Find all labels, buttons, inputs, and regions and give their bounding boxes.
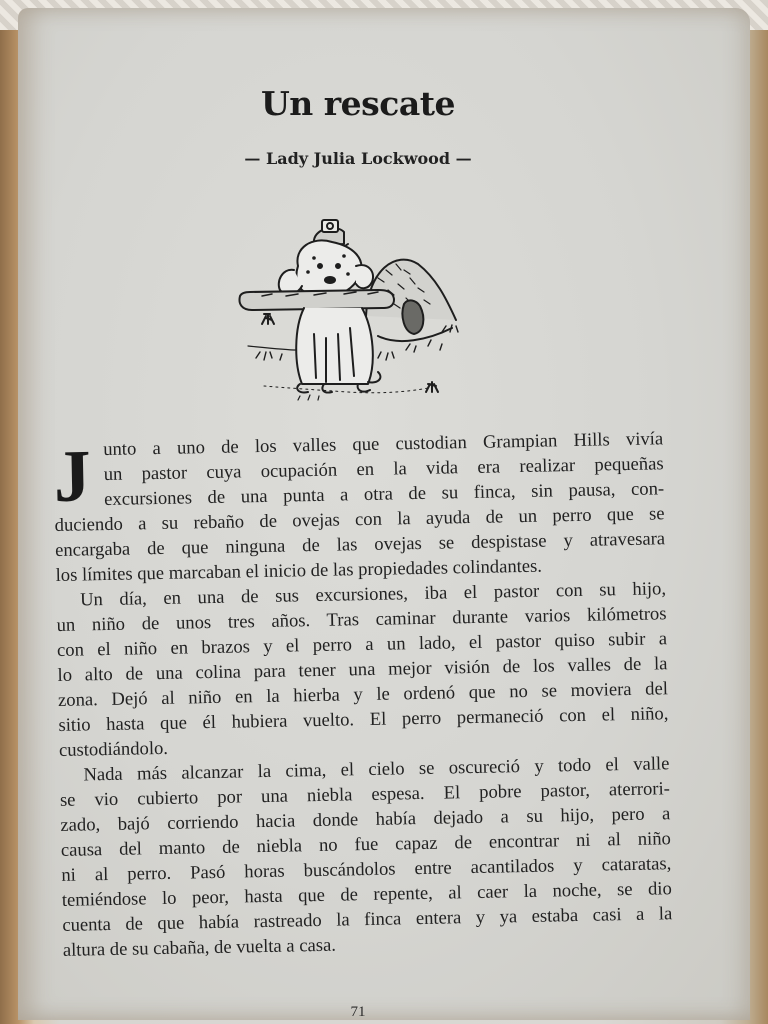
text-line: sitio hasta que él hubiera vuelto. El perro permaneció con el niño, <box>58 703 669 736</box>
text-line: excursiones de una punta a otra de su finca, sin pausa, con- <box>103 478 665 511</box>
text-line: un pastor cuya ocupación en la vida era realizar pequeñas <box>103 453 664 486</box>
drop-cap: J <box>52 435 92 518</box>
book-page <box>18 8 750 1020</box>
text-line: con el niño en brazos y el perro a un lado, el pastor quiso subir a <box>56 628 668 661</box>
text-line: se vio cubierto por una niebla espesa. El pobre pastor, aterrori- <box>59 778 671 811</box>
text-line: zona. Dejó al niño en la hierba y le ordenó que no se moviera del <box>57 678 669 711</box>
text-line: un niño de unos tres años. Tras caminar durante varios kilómetros <box>56 603 667 636</box>
text-line: duciendo a su rebaño de ovejas con la ayuda de un perro que se <box>54 503 665 536</box>
text-line: encargaba de que ninguna de las ovejas se despistase y atravesara <box>54 528 666 561</box>
paragraph <box>56 576 669 763</box>
text-line: causa del manto de niebla no fue capaz de encontrar ni al niño <box>60 828 672 861</box>
chapter-author: — Lady Julia Lockwood — <box>244 149 472 168</box>
dog-with-bread-illustration <box>228 208 488 413</box>
chapter-title: Un rescate <box>261 84 455 123</box>
text-line: cuenta de que había rastreado la finca entera y ya estaba casi a la <box>62 903 673 936</box>
paragraph <box>53 426 666 588</box>
text-line: Un día, en una de sus excursiones, iba el pastor con su hijo, <box>79 578 667 611</box>
text-line: lo alto de una colina para tener una mejor visión de los valles de la <box>57 653 668 686</box>
text-line: unto a uno de los valles que custodian Grampian Hills vivía <box>103 428 664 461</box>
story-text <box>53 426 673 963</box>
text-line: los límites que marcaban el inicio de las propiedades colindantes. <box>55 555 543 586</box>
text-line: custodiándolo. <box>58 737 169 761</box>
text-line: temiéndose lo peor, hasta que de repente, al caer la noche, se dio <box>61 878 672 911</box>
text-line: zado, bajó corriendo hacia donde había dejado a su hijo, pero a <box>60 803 671 836</box>
page-number: 71 <box>350 1004 366 1020</box>
text-line: ni al perro. Pasó horas buscándolos entre acantilados y cataratas, <box>61 853 672 886</box>
text-line: altura de su cabaña, de vuelta a casa. <box>62 934 337 961</box>
text-line: Nada más alcanzar la cima, el cielo se oscureció y todo el valle <box>83 753 670 786</box>
paragraph <box>59 751 673 963</box>
